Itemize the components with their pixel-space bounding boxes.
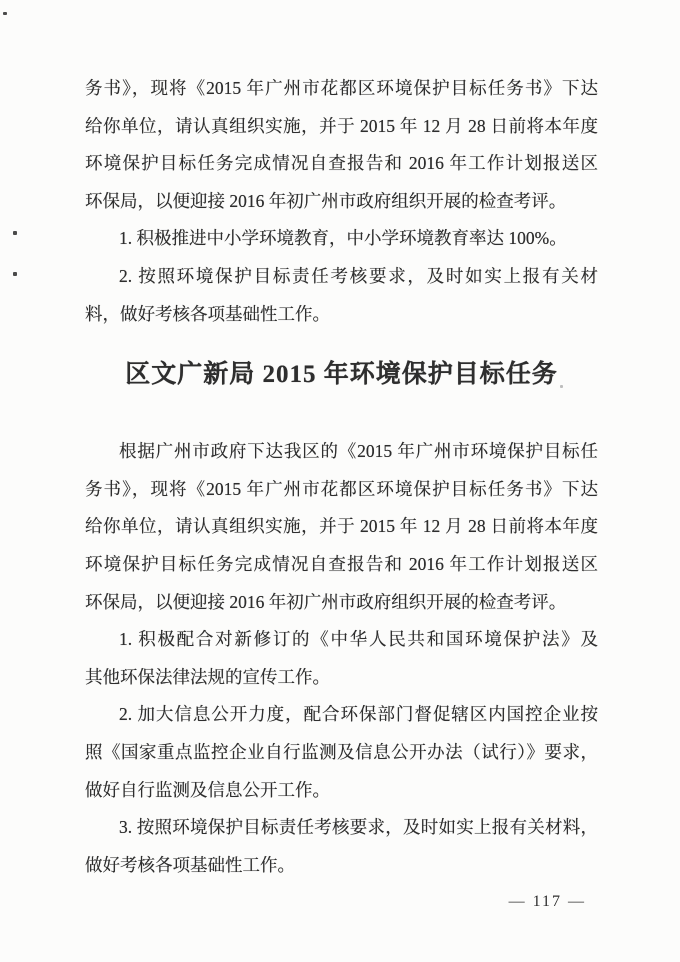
intro-continuation-section (85, 70, 598, 333)
main-item-2-line: 照《国家重点监控企业自行监测及信息公开办法（试行）》要求， (85, 741, 598, 762)
main-item-3-line: 3. 按照环境保护目标责任考核要求，及时如实上报有关材料， (119, 817, 598, 838)
main-paragraph-line: 根据广州市政府下达我区的《2015 年广州市环境保护目标任 (119, 441, 598, 462)
intro-paragraph-line: 给你单位，请认真组织实施，并于 2015 年 12 月 28 日前将本年度 (85, 115, 598, 136)
main-paragraph-line: 务书》，现将《2015 年广州市花都区环境保护目标任务书》下达 (85, 478, 598, 499)
scan-speckle (560, 385, 563, 388)
scan-speckle (13, 231, 17, 235)
main-paragraph-line: 环保局，以便迎接 2016 年初广州市政府组织开展的检查考评。 (85, 591, 567, 612)
scan-speckle (3, 12, 7, 15)
intro-paragraph-line: 务书》，现将《2015 年广州市花都区环境保护目标任务书》下达 (85, 78, 598, 98)
intro-paragraph-line: 环保局，以便迎接 2016 年初广州市政府组织开展的检查考评。 (85, 190, 567, 211)
main-item-1-line: 其他环保法律法规的宣传工作。 (85, 666, 330, 687)
intro-item-1-line: 1. 积极推进中小学环境教育，中小学环境教育率达 100%。 (119, 228, 567, 249)
main-item-1-line: 1. 积极配合对新修订的《中华人民共和国环境保护法》及 (119, 629, 598, 650)
intro-item-2-line: 料，做好考核各项基础性工作。 (85, 303, 330, 324)
intro-paragraph-line: 环境保护目标任务完成情况自查报告和 2016 年工作计划报送区 (85, 153, 598, 174)
section-title: 区文广新局 2015 年环境保护目标任务 (125, 361, 558, 389)
main-section (85, 433, 598, 884)
scan-speckle (13, 272, 17, 276)
page-footer (85, 892, 598, 912)
intro-item-2-line: 2. 按照环境保护目标责任考核要求，及时如实上报有关材 (119, 265, 598, 286)
main-item-3-line: 做好考核各项基础性工作。 (85, 854, 295, 875)
page-number: — 117 — (508, 893, 586, 911)
main-item-2-line: 2. 加大信息公开力度，配合环保部门督促辖区内国控企业按 (119, 704, 598, 725)
main-item-2-line: 做好自行监测及信息公开工作。 (85, 779, 330, 800)
main-paragraph-line: 给你单位，请认真组织实施，并于 2015 年 12 月 28 日前将本年度 (85, 516, 598, 537)
main-paragraph-line: 环境保护目标任务完成情况自查报告和 2016 年工作计划报送区 (85, 553, 598, 574)
